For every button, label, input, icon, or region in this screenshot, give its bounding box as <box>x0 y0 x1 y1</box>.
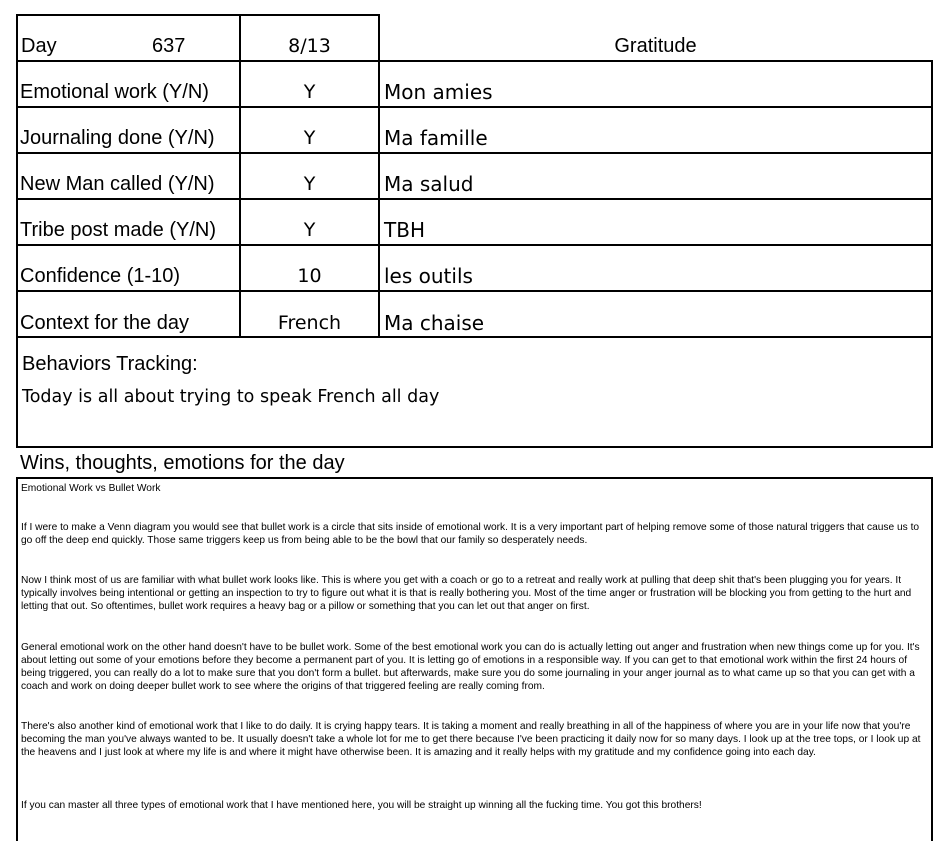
gratitude-item: les outils <box>384 264 473 288</box>
behaviors-title: Behaviors Tracking: <box>22 353 198 375</box>
wins-top-border <box>16 477 933 479</box>
row-divider <box>16 244 933 246</box>
row-divider <box>16 60 933 62</box>
row-divider <box>16 290 933 292</box>
gratitude-item: Ma chaise <box>384 311 485 335</box>
wins-paragraph: There's also another kind of emotional work that I like to do daily. It is crying happy tears. It is taking a moment and really breathing in all of the happiness of where you are in your life now that you're becoming the man you've always wanted to be. It usually doesn't take a whole lot for me to get there because I've been practicing it daily now for so many days. I look up at the tree tops, or I look up at the heavens and I just look at where my life is and where it might have otherwise been. It is amazing and it really helps with my gratitude and my confidence going into each day. <box>21 721 921 758</box>
row-value-tribe-post: Y <box>303 219 316 241</box>
row-divider <box>16 336 933 338</box>
row-label-emotional-work: Emotional work (Y/N) <box>20 81 209 103</box>
wins-heading: Emotional Work vs Bullet Work <box>21 483 161 494</box>
day-number: 637 <box>152 35 186 57</box>
row-label-journaling: Journaling done (Y/N) <box>20 127 215 149</box>
row-label-tribe-post: Tribe post made (Y/N) <box>20 219 216 241</box>
behaviors-bottom-border <box>16 446 933 448</box>
row-value-emotional-work: Y <box>303 81 316 103</box>
wins-right-border <box>931 477 933 841</box>
wins-left-border <box>16 477 18 841</box>
gratitude-title: Gratitude <box>614 35 697 57</box>
gratitude-item: TBH <box>384 218 425 242</box>
wins-paragraph: Now I think most of us are familiar with what bullet work looks like. This is where you get with a coach or go to a retreat and really work at pulling that deep shit that's been plugging you for years. It typically involves being intentional or getting an inspection to try to figure out what it is that is really bothering you. Most of the time anger or frustration will be blocking you from getting to the hurt and letting that out. So oftentimes, bullet work requires a heavy bag or a pillow or something that you can let out that anger on first. <box>21 575 912 612</box>
gratitude-item: Ma salud <box>384 172 474 196</box>
wins-title: Wins, thoughts, emotions for the day <box>20 452 345 474</box>
row-label-context: Context for the day <box>20 312 189 334</box>
wins-paragraph: General emotional work on the other hand doesn't have to be bullet work. Some of the best emotional work you can do is actually letting out anger and frustration when new things come up for you. It's about letting out some of your emotions before they become a permanent part of you. It is letting go of emotions in a responsible way. If you can get to that emotional work within the first 24 hours of being triggered, you can really do a lot to make sure that you don't form a bullet. but afterwards, make sure you do some journaling in your anger journal as to what came up so that you can get with a coach and work on doing deeper bullet work to see where the origins of that triggered feeling are really coming from. <box>21 642 920 692</box>
row-label-new-man-called: New Man called (Y/N) <box>20 173 215 195</box>
gratitude-item: Ma famille <box>384 126 488 150</box>
gratitude-item: Mon amies <box>384 80 493 104</box>
row-divider <box>16 106 933 108</box>
row-value-journaling: Y <box>303 127 316 149</box>
row-value-context: French <box>277 312 342 334</box>
date-value: 8/13 <box>288 35 331 57</box>
table-right-border <box>931 60 933 447</box>
row-label-confidence: Confidence (1-10) <box>20 265 181 287</box>
row-divider <box>16 152 933 154</box>
column-divider <box>378 14 380 337</box>
table-top-border <box>16 14 380 16</box>
row-value-new-man-called: Y <box>303 173 316 195</box>
wins-paragraph: If you can master all three types of emotional work that I have mentioned here, you will be straight up winning all the fucking time. You got this brothers! <box>21 800 702 811</box>
day-label: Day <box>21 35 57 57</box>
wins-paragraph: If I were to make a Venn diagram you would see that bullet work is a circle that sits inside of emotional work. It is a very important part of helping remove some of those natural triggers that cause us to go off the deep end quickly. Those same triggers keep us from being able to be the bowl that our family so desperately needs. <box>21 522 920 546</box>
table-left-border <box>16 14 18 447</box>
row-divider <box>16 198 933 200</box>
row-value-confidence: 10 <box>297 265 322 287</box>
behaviors-text: Today is all about trying to speak French all day <box>22 387 440 407</box>
